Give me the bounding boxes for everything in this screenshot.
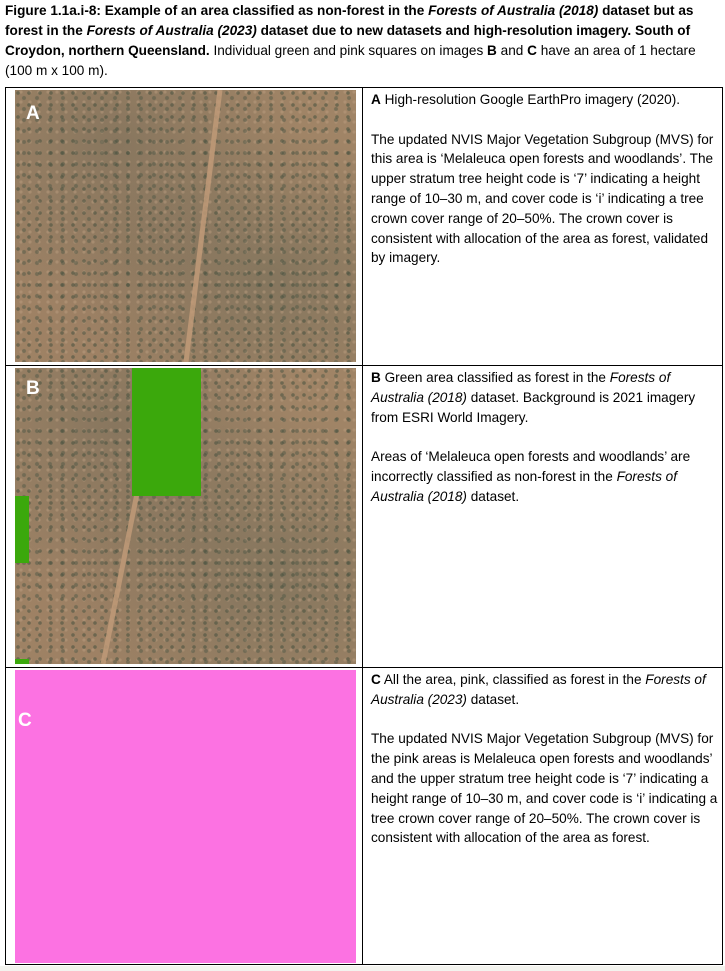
panel-c-heading (371, 670, 718, 710)
satellite-image-b (15, 368, 356, 664)
panel-b-description-text: Areas of ‘Melaleuca open forests and woodlands’ are incorrectly classified as non-forest in the (371, 449, 691, 484)
panel-a-description: The updated NVIS Major Vegetation Subgroup (MVS) for this area is ‘Melaleuca open forests and woodlands’. The upper stratum tree height code is ‘7’ indicating a height range of 10–30 m, and cover code is ‘i’ indicating a tree crown cover range of 20–50%. The crown cover is consistent with allocation of the area as forest, validated by imagery. (371, 131, 714, 266)
caption-text: dataset but as forest in the (5, 3, 694, 38)
forest-2018-area (15, 659, 29, 664)
page-bottom-edge (0, 966, 725, 971)
panel-c-ref: C (371, 672, 381, 687)
row-c (6, 668, 723, 965)
panel-c-description: The updated NVIS Major Vegetation Subgroup (MVS) for the pink areas is Melaleuca open forests and woodlands’ and the upper stratum tree height code is ‘7’ indicating a height range of 10–30 m, and cover code is ‘i’ indicating a tree crown cover range of 20–50%. The crown cover is consistent with allocation of the area as forest. (371, 731, 718, 846)
satellite-image-a (15, 90, 356, 362)
panel-b-description (371, 447, 718, 506)
panel-b-dataset: Forests of Australia (2018) (371, 468, 677, 504)
image-cell-c (6, 668, 363, 965)
text-cell-c (363, 668, 723, 965)
road-track (15, 90, 356, 362)
caption-note: have an area of 1 hectare (100 m x 100 m). (5, 43, 696, 78)
panel-b-heading (371, 368, 718, 427)
caption-dataset-2018: Forests of Australia (2018) (428, 3, 599, 18)
panel-a-heading-text: High-resolution Google EarthPro imagery (2020). (380, 92, 681, 107)
caption-ref-b: B (487, 43, 497, 58)
row-b (6, 366, 723, 668)
panel-label-b: B (26, 378, 40, 399)
forest-2018-area (132, 368, 201, 496)
forest-2023-area-image-c (15, 670, 356, 963)
caption-text: Example of an area classified as non-forest in the (100, 3, 429, 18)
caption-ref-c: C (527, 43, 537, 58)
forest-2018-area (15, 496, 29, 563)
panel-label-c: C (18, 710, 32, 731)
figure-table (5, 87, 723, 965)
panel-a-ref: A (371, 92, 381, 107)
panel-c-heading-text: dataset. (466, 691, 520, 707)
caption-note: Individual green and pink squares on images (209, 43, 488, 58)
panel-b-heading-text: dataset. Background is 2021 imagery from ESRI World Imagery. (371, 389, 696, 425)
caption-note: and (496, 43, 528, 58)
panel-c-dataset: Forests of Australia (2023) (371, 672, 706, 707)
image-cell-b (6, 366, 363, 668)
panel-label-a: A (26, 103, 40, 124)
figure-caption (5, 1, 721, 81)
panel-b-ref: B (371, 370, 381, 385)
panel-b-heading-text: Green area classified as forest in the (380, 370, 610, 385)
caption-dataset-2023: Forests of Australia (2023) (86, 23, 257, 38)
caption-text: dataset due to new datasets and high-resolution imagery. South of Croydon, northern Queensland. (5, 23, 691, 58)
panel-c-heading-text: All the area, pink, classified as forest in the (380, 672, 646, 687)
panel-b-description-text: dataset. (466, 488, 520, 504)
panel-a-heading (371, 90, 718, 110)
image-cell-a (6, 88, 363, 366)
row-a (6, 88, 723, 366)
text-cell-b (363, 366, 723, 668)
figure-label: Figure 1.1a.i-8: (5, 3, 101, 18)
panel-b-dataset: Forests of Australia (2018) (371, 370, 671, 405)
text-cell-a (363, 88, 723, 366)
